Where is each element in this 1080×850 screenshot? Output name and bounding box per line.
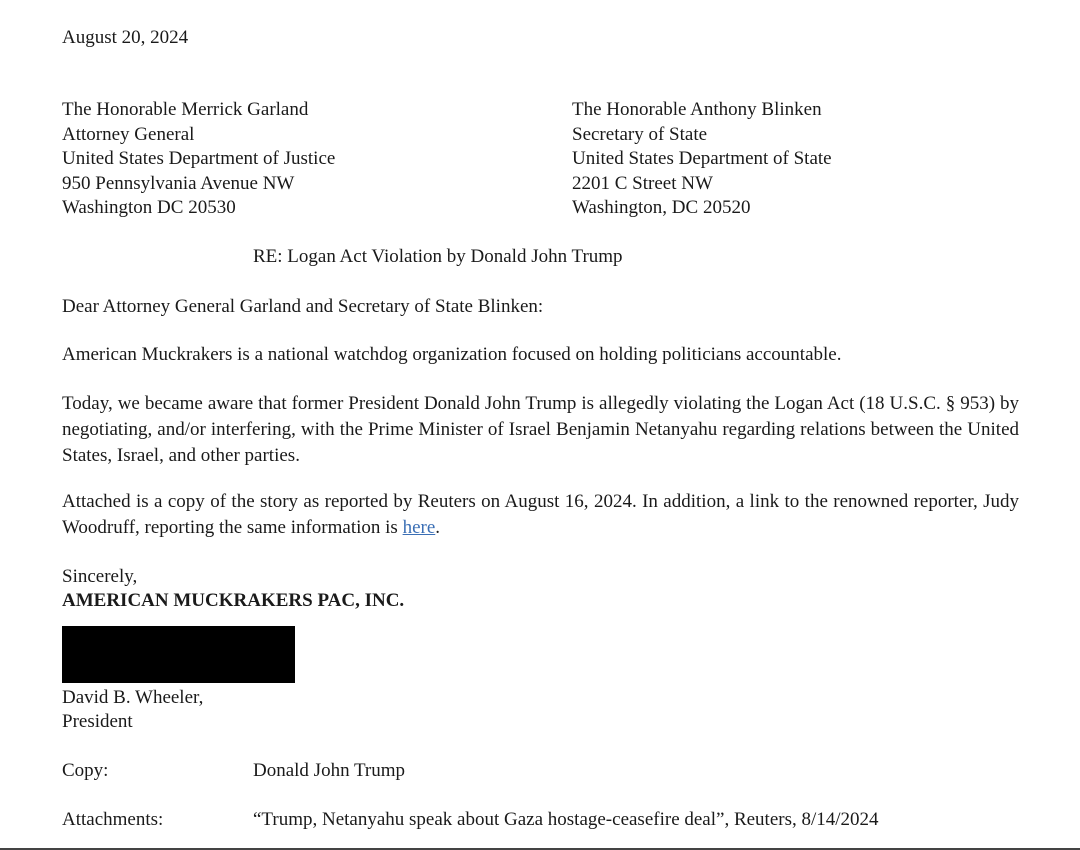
here-link[interactable]: here xyxy=(402,517,436,538)
re-line: RE: Logan Act Violation by Donald John Trump xyxy=(253,246,623,267)
paragraph-allegation: Today, we became aware that former President Donald John Trump is allegedly violating the Logan Act (18 U.S.C. § 953) by negotiating, and/or interfering, with the Prime Minister of Israel Benjamin Netanyahu regarding relations between the United States, Israel, and other parties. xyxy=(62,393,1019,466)
recipient-address-left xyxy=(62,98,335,221)
paragraph-attachment-end: . xyxy=(435,517,441,538)
address-line: 950 Pennsylvania Avenue NW xyxy=(62,172,295,194)
recipient-address-right xyxy=(572,98,832,221)
signer-name: David B. Wheeler, xyxy=(62,687,204,708)
letter-date: August 20, 2024 xyxy=(62,27,189,48)
signer-title: President xyxy=(62,711,133,732)
redacted-signature xyxy=(62,626,295,683)
address-line: The Honorable Anthony Blinken xyxy=(572,99,822,120)
organization-name: AMERICAN MUCKRAKERS PAC, INC. xyxy=(62,590,405,611)
address-line: 2201 C Street NW xyxy=(572,172,713,194)
paragraph-attachment-text: Attached is a copy of the story as reported by Reuters on August 16, 2024. In addition, a link to the renowned reporter, Judy Woodruff, reporting the same information is xyxy=(62,491,1019,538)
address-line: United States Department of State xyxy=(572,148,832,169)
paragraph-attachment xyxy=(62,489,1019,541)
copy-value: Donald John Trump xyxy=(253,760,406,781)
paragraph-purpose: American Muckrakers is a national watchdog organization focused on holding politicians accountable. xyxy=(62,344,842,365)
address-line: Washington DC 20530 xyxy=(62,197,236,218)
attachments-label: Attachments: xyxy=(62,809,164,830)
attachments-value: “Trump, Netanyahu speak about Gaza hostage-ceasefire deal”, Reuters, 8/14/2024 xyxy=(253,809,879,830)
address-line: Washington, DC 20520 xyxy=(572,197,751,218)
address-line: United States Department of Justice xyxy=(62,148,336,169)
address-line: Secretary of State xyxy=(572,123,708,145)
copy-label: Copy: xyxy=(62,760,109,781)
salutation: Dear Attorney General Garland and Secretary of State Blinken: xyxy=(62,296,544,317)
address-line: Attorney General xyxy=(62,123,195,145)
address-line: The Honorable Merrick Garland xyxy=(62,99,309,120)
closing: Sincerely, xyxy=(62,566,138,587)
